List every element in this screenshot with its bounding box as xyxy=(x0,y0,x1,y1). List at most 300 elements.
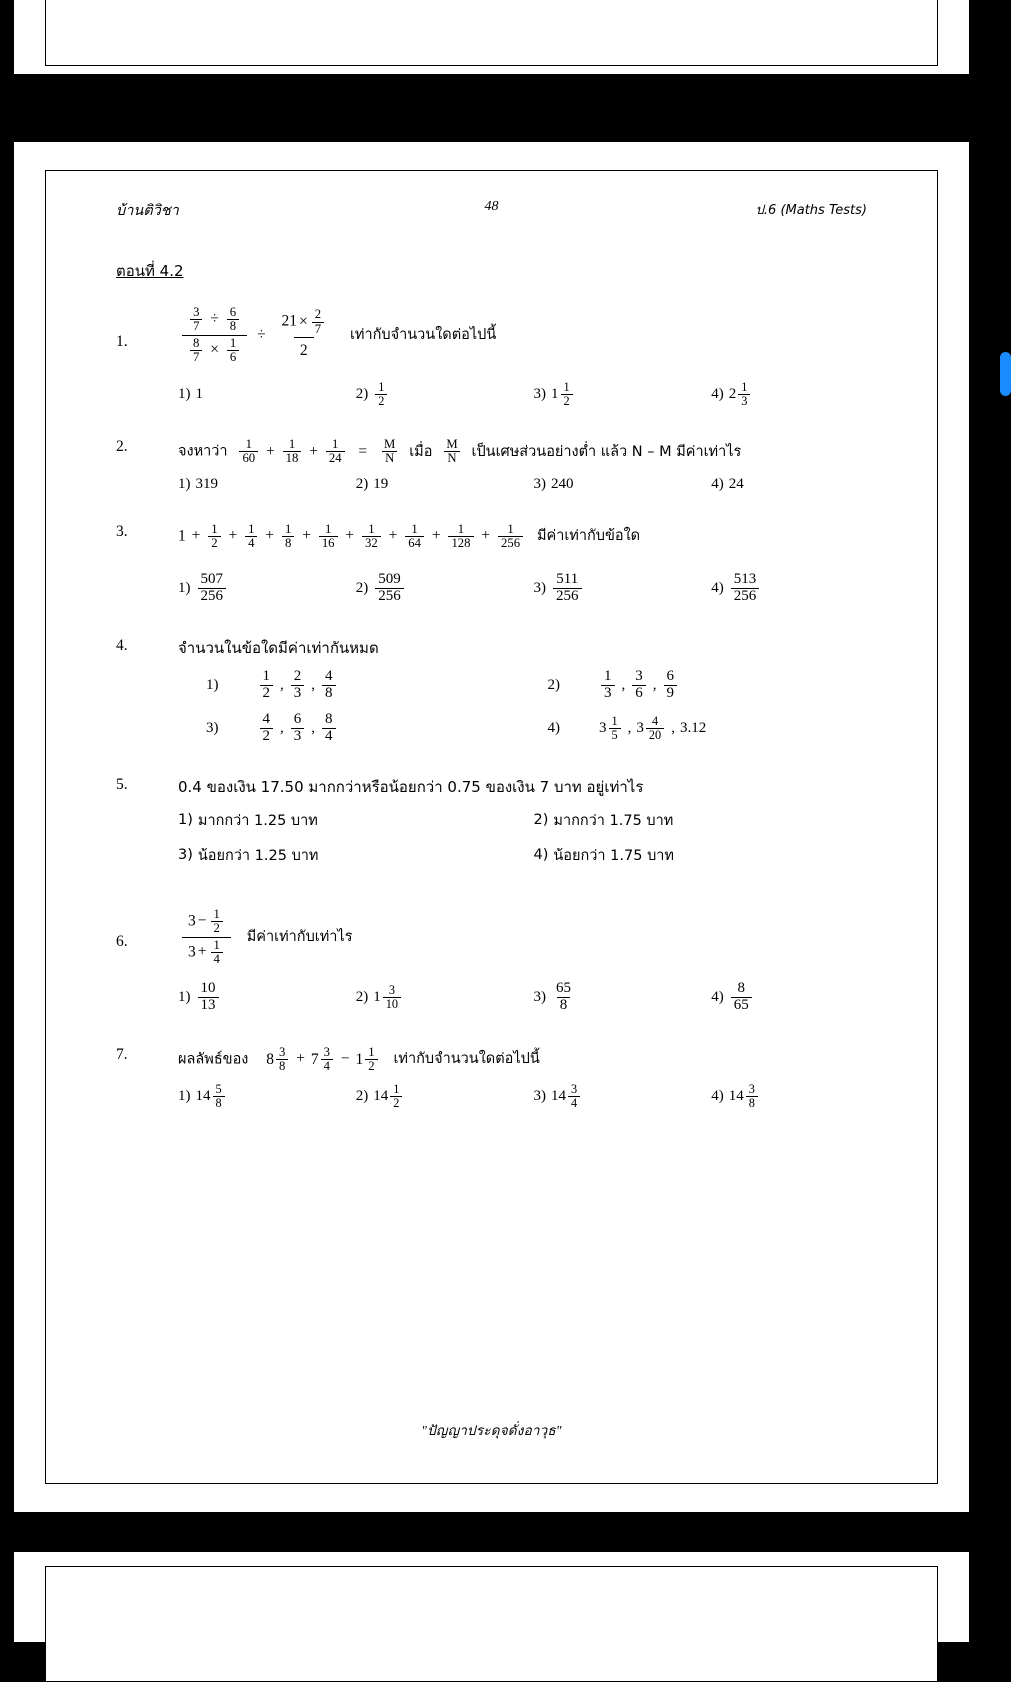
q1-o4-d: 3 xyxy=(738,394,750,408)
question-4 xyxy=(116,637,889,660)
q6-option-2-mixed xyxy=(373,984,403,1011)
q3-t3-n: 1 xyxy=(284,521,292,536)
q1-d4: 6 xyxy=(227,350,239,364)
q6-o2-frac xyxy=(383,984,401,1011)
question-5-options-row-2 xyxy=(178,844,889,867)
q3-plus-6: + xyxy=(388,527,398,545)
q3-term-7 xyxy=(448,523,473,551)
q4-o1-c2: , xyxy=(311,677,315,694)
q4-o3-f2-n: 6 xyxy=(293,710,302,727)
q4-o3-f3-d: 4 xyxy=(322,728,336,745)
q7-option-2-mixed xyxy=(373,1083,404,1110)
q6-o4-d: 65 xyxy=(731,997,752,1014)
q4-o3-f3-n: 8 xyxy=(325,710,333,727)
q4-o3-c1: , xyxy=(280,719,284,736)
q3-t3-d: 8 xyxy=(282,536,294,550)
q7-o1-frac xyxy=(213,1083,225,1110)
q7-o1-n: 5 xyxy=(215,1082,222,1097)
q1-n2: 6 xyxy=(229,305,237,319)
page-header xyxy=(116,199,867,217)
question-1-number: 1. xyxy=(116,333,128,350)
q4-o3-c2: , xyxy=(311,719,315,736)
q2-option-1[interactable] xyxy=(178,476,356,493)
q2-mn1-n: M xyxy=(384,437,396,452)
q6-bot-whole: 3 xyxy=(188,942,196,960)
q4-o4-m2 xyxy=(636,715,666,742)
q4-option-4-label: 4) xyxy=(547,719,560,736)
q4-o3-f2-d: 3 xyxy=(291,728,305,745)
q4-o1-f1 xyxy=(260,669,274,702)
question-6-tail: มีค่าเท่ากับเท่าไร xyxy=(246,928,353,945)
q6-o4-n: 8 xyxy=(737,980,745,997)
q6-option-3-fraction xyxy=(553,981,574,1014)
q4-o4-m1-d: 5 xyxy=(609,728,621,742)
q5-option-4-label: 4) xyxy=(533,847,549,864)
q1-n4: 1 xyxy=(229,335,237,350)
q4-o4-m1 xyxy=(599,715,623,742)
q2-f3-n: 1 xyxy=(332,437,339,452)
header-right-subject: ป.6 (Maths Tests) xyxy=(755,203,867,218)
q1-option-4-mixed xyxy=(729,381,753,408)
q6-top-frac xyxy=(211,908,223,936)
q1-o3-n: 1 xyxy=(563,380,570,395)
q1-option-1-label: 1) xyxy=(178,386,191,403)
q6-option-1-fraction xyxy=(198,981,219,1014)
q6-o1-d: 13 xyxy=(198,997,219,1014)
q4-o1-f3 xyxy=(322,669,336,702)
section-title: ตอนที่ 4.2 xyxy=(116,262,184,280)
q4-o2-f2 xyxy=(632,669,646,702)
q5-option-2[interactable] xyxy=(534,809,890,832)
q2-option-4[interactable] xyxy=(711,476,889,493)
question-5-number: 5. xyxy=(116,776,128,794)
question-5 xyxy=(116,776,889,799)
q6-option-4-label: 4) xyxy=(711,989,724,1005)
question-2-number: 2. xyxy=(116,438,128,456)
q4-o1-f2-n: 2 xyxy=(293,668,302,685)
q1-option-3-label: 3) xyxy=(533,386,546,403)
q1-o4-w: 2 xyxy=(728,386,737,403)
q1-mul-2: × xyxy=(298,312,308,330)
q7-o1-w: 14 xyxy=(195,1088,211,1105)
q4-o1-f2-d: 3 xyxy=(291,685,305,702)
q1-option-4[interactable] xyxy=(711,381,889,408)
q5-option-3[interactable] xyxy=(178,844,534,867)
q3-t4-n: 1 xyxy=(325,521,332,536)
q1-option-2-label: 2) xyxy=(355,386,369,403)
q4-o2-f3 xyxy=(664,669,678,702)
q2-frac-1-24 xyxy=(326,438,345,466)
q4-o4-c1: , xyxy=(627,719,632,736)
q7-t3-n: 1 xyxy=(368,1044,375,1059)
q6-option-3-label: 3) xyxy=(533,989,546,1005)
q3-option-4[interactable] xyxy=(711,572,889,605)
q6-bot-op: + xyxy=(197,942,207,960)
q1-option-3-mixed xyxy=(551,381,575,408)
q5-option-4[interactable] xyxy=(534,844,890,867)
question-7-number: 7. xyxy=(116,1045,128,1063)
q7-o2-frac xyxy=(390,1083,402,1110)
q3-o3-n: 511 xyxy=(556,571,579,588)
q7-t2-n: 3 xyxy=(323,1044,330,1059)
page-fragment-bottom xyxy=(14,1552,969,1642)
q4-o3-f1 xyxy=(260,712,274,745)
q7-option-1-label: 1) xyxy=(178,1088,191,1105)
q6-option-2[interactable] xyxy=(356,981,534,1014)
q5-option-1-label: 1) xyxy=(178,812,193,829)
q6-bot-d: 4 xyxy=(211,952,223,966)
q3-o2-n: 509 xyxy=(378,571,401,588)
q3-plus-1: + xyxy=(191,527,201,545)
q3-plus-5: + xyxy=(345,527,355,545)
q4-o4-m1-f xyxy=(609,715,621,742)
q1-n3: 8 xyxy=(193,335,200,350)
q7-op-1: + xyxy=(296,1050,305,1068)
q3-t8-d: 256 xyxy=(498,536,523,550)
q1-o3-d: 2 xyxy=(561,394,573,408)
q1-o2-n: 1 xyxy=(378,380,385,395)
q3-option-4-label: 4) xyxy=(711,580,724,597)
q2-option-2-value: 19 xyxy=(373,475,389,492)
q6-option-4[interactable] xyxy=(711,981,889,1014)
q2-option-2[interactable] xyxy=(356,476,534,493)
q4-o2-c2: , xyxy=(652,677,657,694)
q5-option-3-label: 3) xyxy=(178,847,193,864)
question-3-options xyxy=(178,572,889,605)
question-2-body xyxy=(178,438,889,466)
q1-div-2: ÷ xyxy=(257,325,266,343)
q1-o4-n: 1 xyxy=(741,380,748,395)
question-7-tail: เท่ากับจำนวนใดต่อไปนี้ xyxy=(393,1051,540,1068)
q6-option-2-label: 2) xyxy=(355,989,369,1005)
q2-option-4-label: 4) xyxy=(711,475,724,492)
q3-option-1-label: 1) xyxy=(178,580,191,597)
question-1-options xyxy=(178,381,889,408)
q3-option-1-fraction xyxy=(198,572,227,605)
q4-o1-f1-n: 1 xyxy=(262,668,270,685)
q4-o3-f1-n: 4 xyxy=(262,710,270,727)
q2-plus-2: + xyxy=(309,442,318,460)
q4-o4-m1-w: 3 xyxy=(599,719,607,736)
q1-frac-3-7 xyxy=(190,306,202,334)
q7-term-2 xyxy=(311,1046,335,1074)
q3-o1-n: 507 xyxy=(200,571,223,588)
q3-plus-8: + xyxy=(481,527,491,545)
q3-t1-d: 2 xyxy=(208,536,220,550)
q1-div-1: ÷ xyxy=(210,310,219,328)
q3-t1-n: 1 xyxy=(211,521,218,536)
question-3 xyxy=(116,523,889,551)
q2-f1-n: 1 xyxy=(245,437,252,452)
q5-option-4-value: น้อยกว่า 1.75 บาท xyxy=(553,847,674,864)
q3-option-2-label: 2) xyxy=(355,580,369,597)
question-6-options xyxy=(178,981,889,1014)
q4-o3-f3 xyxy=(322,712,336,745)
q1-frac-2-7 xyxy=(312,308,324,336)
q2-option-2-label: 2) xyxy=(355,475,369,492)
q4-o2-f3-d: 9 xyxy=(664,685,678,702)
q3-o1-d: 256 xyxy=(198,588,227,605)
q7-option-2-label: 2) xyxy=(355,1088,369,1105)
q2-frac-1-18 xyxy=(283,438,302,466)
q2-mn1-d: N xyxy=(382,451,397,465)
q3-term-2 xyxy=(245,523,257,551)
q5-option-2-label: 2) xyxy=(533,812,549,829)
question-7 xyxy=(116,1046,889,1074)
question-1-expression xyxy=(182,305,247,365)
question-1 xyxy=(116,305,889,365)
q4-option-3[interactable] xyxy=(206,712,548,745)
q7-option-3[interactable] xyxy=(534,1083,712,1110)
q3-option-3-fraction xyxy=(553,572,582,605)
q4-o2-f1-n: 1 xyxy=(604,668,612,685)
question-4-options-row-1 xyxy=(206,669,889,702)
q2-option-4-value: 24 xyxy=(728,475,744,492)
question-2-options xyxy=(178,476,889,493)
q4-o2-c1: , xyxy=(621,677,626,694)
q7-term-1 xyxy=(266,1046,290,1074)
q7-t2-d: 4 xyxy=(321,1059,333,1073)
q3-o2-d: 256 xyxy=(375,588,404,605)
q3-term-5 xyxy=(362,523,381,551)
question-7-lead: ผลลัพธ์ของ xyxy=(178,1051,249,1068)
q1-o3-frac xyxy=(561,381,573,408)
q1-right-expression xyxy=(275,307,332,363)
q4-option-4[interactable] xyxy=(548,712,890,745)
q4-option-3-label: 3) xyxy=(206,719,219,736)
q3-term-6 xyxy=(405,523,424,551)
q3-t8-n: 1 xyxy=(507,521,514,536)
page-border-bottom xyxy=(45,1566,938,1682)
q6-denominator xyxy=(182,937,231,968)
q3-plus-2: + xyxy=(228,527,238,545)
q6-option-4-fraction xyxy=(731,981,752,1014)
q7-option-4[interactable] xyxy=(711,1083,889,1110)
q7-o4-d: 8 xyxy=(746,1096,758,1110)
q2-frac-1-60 xyxy=(239,438,258,466)
q1-mul-1: × xyxy=(210,341,219,359)
q1-frac-1-6 xyxy=(227,337,239,365)
q3-first-term: 1 xyxy=(178,527,186,545)
q2-f1-d: 60 xyxy=(239,451,258,465)
page-main xyxy=(14,142,969,1512)
q1-option-2-fraction xyxy=(375,381,387,408)
q5-option-2-value: มากกว่า 1.75 บาท xyxy=(553,812,674,829)
q2-option-3[interactable] xyxy=(534,476,712,493)
q3-plus-4: + xyxy=(302,527,311,545)
q6-option-1[interactable] xyxy=(178,981,356,1014)
q7-option-1[interactable] xyxy=(178,1083,356,1110)
q7-t1-frac xyxy=(276,1046,288,1074)
q3-term-8 xyxy=(498,523,523,551)
q1-o2-d: 2 xyxy=(375,394,387,408)
page-fragment-top xyxy=(14,0,969,74)
q2-plus-1: + xyxy=(266,442,275,460)
q6-o1-n: 10 xyxy=(200,980,216,997)
q7-o4-w: 14 xyxy=(728,1088,744,1105)
question-4-options-row-2 xyxy=(206,712,889,745)
q6-numerator xyxy=(182,907,231,937)
question-2-mid: เมื่อ xyxy=(409,443,433,460)
q4-o2-f1 xyxy=(601,669,615,702)
q3-option-4-fraction xyxy=(731,572,760,605)
q1-n1: 3 xyxy=(193,305,200,319)
q2-option-3-label: 3) xyxy=(533,475,546,492)
q7-option-3-mixed xyxy=(551,1083,582,1110)
q6-o2-d: 10 xyxy=(383,997,401,1011)
q1-d2: 8 xyxy=(227,319,239,333)
q1-d3: 7 xyxy=(190,350,202,364)
q4-o4-m2-n: 4 xyxy=(651,713,659,728)
q7-option-2[interactable] xyxy=(356,1083,534,1110)
q3-t2-d: 4 xyxy=(245,536,257,550)
question-1-body xyxy=(178,305,889,365)
q7-o2-w: 14 xyxy=(373,1088,389,1105)
q2-option-1-label: 1) xyxy=(178,475,191,492)
question-1-prompt: เท่ากับจำนวนใดต่อไปนี้ xyxy=(349,326,497,343)
q4-o3-f1-d: 2 xyxy=(260,728,274,745)
q3-o4-d: 256 xyxy=(731,588,760,605)
q3-t4-d: 16 xyxy=(319,536,338,550)
q1-option-4-label: 4) xyxy=(711,386,724,403)
q4-o4-m2-f xyxy=(646,715,664,742)
q3-plus-7: + xyxy=(431,527,441,545)
question-5-prompt: 0.4 ของเงิน 17.50 มากกว่าหรือน้อยกว่า 0.75 ของเงิน 7 บาท อยู่เท่าไร xyxy=(178,778,644,797)
q3-plus-3: + xyxy=(265,527,275,545)
q4-o1-f1-d: 2 xyxy=(260,685,274,702)
q4-o4-m2-d: 20 xyxy=(646,728,664,742)
q1-frac-6-8 xyxy=(227,306,239,334)
q1-option-1-value: 1 xyxy=(195,386,203,403)
question-7-options xyxy=(178,1083,889,1110)
q5-option-1[interactable] xyxy=(178,809,534,832)
q2-f2-d: 18 xyxy=(283,451,302,465)
q7-o1-d: 8 xyxy=(213,1096,225,1110)
q6-o2-n: 3 xyxy=(388,983,395,998)
q6-top-op: − xyxy=(197,912,207,930)
q1-d5: 7 xyxy=(312,322,324,336)
q4-option-1[interactable] xyxy=(206,669,548,702)
q1-option-3[interactable] xyxy=(534,381,712,408)
q1-right-numerator xyxy=(275,307,332,337)
q7-t1-w: 8 xyxy=(266,1050,275,1068)
q7-t1-n: 3 xyxy=(279,1044,286,1059)
q6-bot-frac xyxy=(211,939,223,967)
question-6-number: 6. xyxy=(116,932,128,950)
q6-top-whole: 3 xyxy=(188,912,196,930)
question-3-tail: มีค่าเท่ากับข้อใด xyxy=(536,528,641,545)
q4-option-2-label: 2) xyxy=(547,677,560,694)
q3-t6-d: 64 xyxy=(405,536,424,550)
q6-o2-w: 1 xyxy=(373,989,381,1005)
q4-o1-f3-d: 8 xyxy=(322,685,336,702)
q1-option-2[interactable] xyxy=(356,381,534,408)
q4-option-2[interactable] xyxy=(548,669,890,702)
question-5-options-row-1 xyxy=(178,809,889,832)
q4-o2-f2-n: 3 xyxy=(635,668,643,685)
q7-o3-d: 4 xyxy=(568,1096,580,1110)
q7-option-1-mixed xyxy=(196,1083,227,1110)
footer-quote-main: "ปัญญาประดุจดั่งอาวุธ" xyxy=(421,1423,562,1438)
page-border-main xyxy=(45,170,938,1484)
page-border-top xyxy=(45,0,938,66)
question-6-body xyxy=(178,907,889,967)
q3-option-3[interactable] xyxy=(534,572,712,605)
q3-option-1[interactable] xyxy=(178,572,356,605)
q6-option-3[interactable] xyxy=(534,981,712,1014)
q6-option-1-label: 1) xyxy=(178,989,191,1005)
q3-t6-n: 1 xyxy=(411,521,418,536)
q4-o2-f2-d: 6 xyxy=(632,685,646,702)
q1-o3-w: 1 xyxy=(551,386,559,403)
q7-o4-n: 3 xyxy=(748,1082,755,1097)
question-4-number: 4. xyxy=(116,636,128,654)
question-2 xyxy=(116,438,889,466)
q7-t2-frac xyxy=(321,1046,333,1074)
q5-option-3-value: น้อยกว่า 1.25 บาท xyxy=(197,847,319,864)
q4-o4-c2: , xyxy=(671,719,675,736)
q1-right-denominator: 2 xyxy=(294,337,314,363)
q7-option-3-label: 3) xyxy=(533,1088,546,1105)
q4-o4-m2-w: 3 xyxy=(636,719,644,736)
q1-option-1[interactable] xyxy=(178,381,356,408)
q3-term-4 xyxy=(319,523,338,551)
q7-o3-n: 3 xyxy=(571,1082,578,1097)
q3-o3-d: 256 xyxy=(553,588,582,605)
question-4-prompt: จำนวนในข้อใดมีค่าเท่ากันหมด xyxy=(178,638,379,657)
q2-f2-n: 1 xyxy=(288,437,296,452)
q7-o3-frac xyxy=(568,1083,580,1110)
q1-outer-numerator xyxy=(182,305,247,335)
q3-t7-n: 1 xyxy=(457,521,465,536)
question-3-body xyxy=(178,523,889,551)
q4-o2-f3-n: 6 xyxy=(666,668,674,685)
scrollbar-thumb[interactable] xyxy=(1000,352,1011,396)
q2-mn2-n: M xyxy=(446,437,458,452)
q6-top-d: 2 xyxy=(211,921,223,935)
q4-o4-m1-n: 1 xyxy=(611,713,618,728)
q3-t5-n: 1 xyxy=(368,521,375,536)
q6-o3-n: 65 xyxy=(556,980,571,997)
q6-o3-d: 8 xyxy=(557,997,571,1014)
q3-term-3 xyxy=(282,523,294,551)
q4-o1-c1: , xyxy=(280,677,284,694)
q7-t1-d: 8 xyxy=(276,1059,288,1073)
q2-frac-m-n-1 xyxy=(381,438,398,466)
q3-t2-n: 1 xyxy=(248,521,255,536)
q7-o4-frac xyxy=(746,1083,758,1110)
question-6-expression xyxy=(182,907,231,967)
q2-mn2-d: N xyxy=(444,451,459,465)
q3-option-2[interactable] xyxy=(356,572,534,605)
q2-equals: = xyxy=(358,442,368,460)
q3-term-1 xyxy=(208,523,220,551)
header-page-number: 48 xyxy=(484,199,499,214)
q7-o2-d: 2 xyxy=(390,1096,402,1110)
q4-o3-f2 xyxy=(291,712,305,745)
q7-o3-w: 14 xyxy=(551,1088,566,1105)
q1-outer-denominator xyxy=(182,335,247,366)
q1-n5: 2 xyxy=(314,307,322,322)
question-7-body xyxy=(178,1046,889,1074)
question-2-tail: เป็นเศษส่วนอย่างต่ำ แล้ว N – M มีค่าเท่าไร xyxy=(471,443,742,460)
q7-t3-d: 2 xyxy=(365,1059,377,1073)
q7-term-3 xyxy=(355,1046,379,1074)
q7-op-2: − xyxy=(340,1050,350,1068)
q1-right-whole: 21 xyxy=(281,312,297,330)
q7-t3-frac xyxy=(365,1046,377,1074)
q2-f3-d: 24 xyxy=(326,451,345,465)
